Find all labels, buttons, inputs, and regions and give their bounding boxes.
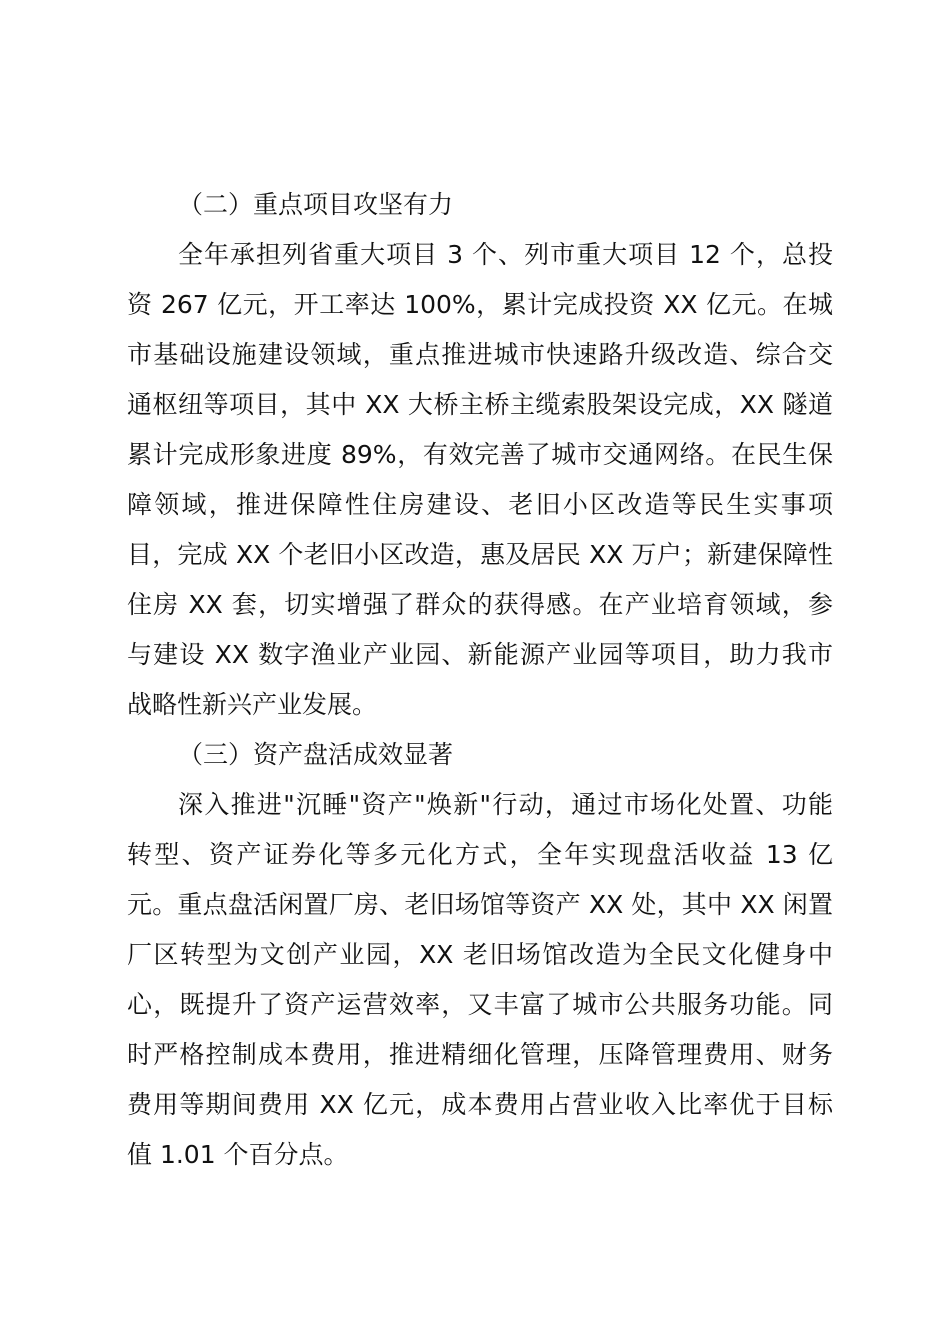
text-line: 与建设 XX 数字渔业产业园、新能源产业园等项目，助力我市 xyxy=(127,640,833,669)
text-line: 住房 XX 套，切实增强了群众的获得感。在产业培育领域，参 xyxy=(127,590,833,619)
text-line: 厂区转型为文创产业园，XX 老旧场馆改造为全民文化健身中 xyxy=(127,940,833,969)
section-heading: （三）资产盘活成效显著 xyxy=(178,740,454,769)
text-line: 战略性新兴产业发展。 xyxy=(127,690,378,719)
text-line: 通枢纽等项目，其中 XX 大桥主桥主缆索股架设完成，XX 隧道 xyxy=(127,390,833,419)
text-line: 目，完成 XX 个老旧小区改造，惠及居民 XX 万户；新建保障性 xyxy=(127,540,833,569)
paragraph xyxy=(127,230,833,730)
text-line: 市基础设施建设领域，重点推进城市快速路升级改造、综合交 xyxy=(127,340,833,369)
text-line: 全年承担列省重大项目 3 个、列市重大项目 12 个，总投 xyxy=(178,240,833,269)
paragraph xyxy=(127,780,833,1180)
text-line: 障领域，推进保障性住房建设、老旧小区改造等民生实事项 xyxy=(127,490,833,519)
text-line: 时严格控制成本费用，推进精细化管理，压降管理费用、财务 xyxy=(127,1040,833,1069)
text-line: 元。重点盘活闲置厂房、老旧场馆等资产 XX 处，其中 XX 闲置 xyxy=(127,890,833,919)
document-page xyxy=(127,180,833,1180)
text-line: 值 1.01 个百分点。 xyxy=(127,1140,349,1169)
text-line: 转型、资产证券化等多元化方式，全年实现盘活收益 13 亿 xyxy=(127,840,833,869)
text-line: 费用等期间费用 XX 亿元，成本费用占营业收入比率优于目标 xyxy=(127,1090,833,1119)
text-line: 心，既提升了资产运营效率，又丰富了城市公共服务功能。同 xyxy=(127,990,833,1019)
text-line: 深入推进"沉睡"资产"焕新"行动，通过市场化处置、功能 xyxy=(178,790,833,819)
text-line: 累计完成形象进度 89%，有效完善了城市交通网络。在民生保 xyxy=(127,440,833,469)
text-line: 资 267 亿元，开工率达 100%，累计完成投资 XX 亿元。在城 xyxy=(127,290,833,319)
section-heading: （二）重点项目攻坚有力 xyxy=(178,190,454,219)
